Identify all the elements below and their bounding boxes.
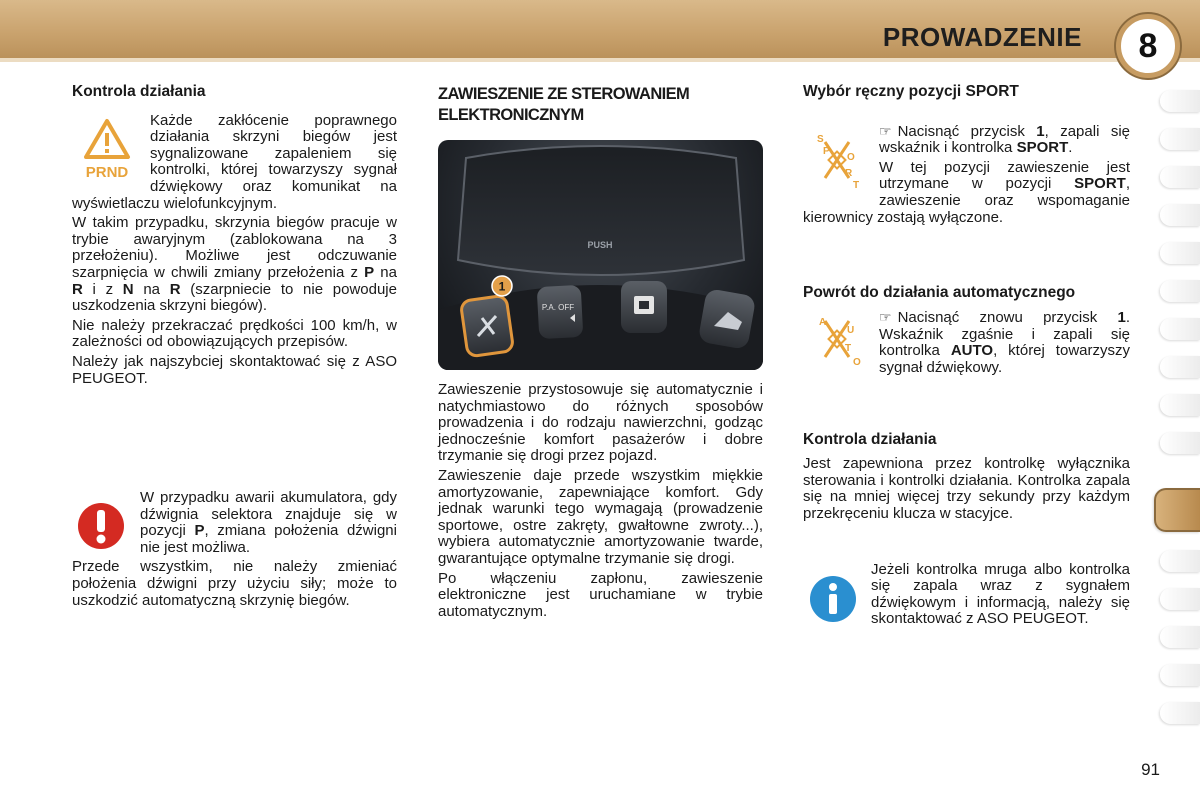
chapter-tab[interactable] bbox=[1160, 432, 1200, 454]
chapter-tab[interactable] bbox=[1160, 204, 1200, 226]
svg-text:O: O bbox=[847, 151, 855, 163]
column-middle bbox=[438, 84, 763, 623]
chapter-tab[interactable] bbox=[1160, 626, 1200, 648]
svg-text:A: A bbox=[819, 317, 827, 329]
prnd-label: PRND bbox=[85, 163, 129, 181]
svg-text:T: T bbox=[853, 179, 860, 191]
button-number-badge: 1 bbox=[498, 279, 506, 294]
chapter-tab[interactable] bbox=[1160, 550, 1200, 572]
chapter-tab[interactable] bbox=[1160, 356, 1200, 378]
paragraph: W tej pozycji zawieszenie jest utrzymane w pozycji SPORT, zawieszenie oraz wspomaganie kierownicy zostają wyłączone. bbox=[803, 158, 1130, 226]
header-divider bbox=[0, 58, 1200, 62]
paragraph: Przede wszystkim, nie należy zmieniać położenia dźwigni przy użyciu siły; może to uszkodzić automatyczną skrzynię biegów. bbox=[72, 558, 397, 609]
column-right bbox=[803, 84, 1130, 632]
chapter-tab[interactable] bbox=[1160, 242, 1200, 264]
alert-paragraph: W przypadku awarii akumulatora, gdy dźwignia selektora znajduje się w pozycji P, zmiana położenia dźwigni nie jest możliwa. bbox=[140, 489, 397, 556]
auto-mode-icon bbox=[803, 309, 871, 373]
paragraph: Zawieszenie daje przede wszystkim miękkie amortyzowanie, zapewniające komfort. Gdy jednak warunki tego wymagają (prowadzenie sportowe, ostre zakręty, gwałtowne zwroty...), wybiera automatycznie amortyzowanie twarde, gwarantujące optymalne trzymanie się drogi. bbox=[438, 466, 763, 567]
column-left bbox=[72, 84, 397, 612]
chapter-tab[interactable] bbox=[1160, 664, 1200, 686]
pointing-hand-icon: ☞ bbox=[879, 309, 892, 326]
info-icon bbox=[803, 566, 863, 632]
heading-kontrola: Kontrola działania bbox=[72, 83, 206, 100]
chapter-tab[interactable] bbox=[1160, 128, 1200, 150]
chapter-tab[interactable] bbox=[1160, 318, 1200, 340]
heading-kontrola-2: Kontrola działania bbox=[803, 430, 937, 448]
pointing-hand-icon: ☞ bbox=[879, 122, 892, 139]
paragraph: Po włączeniu zapłonu, zawieszenie elektroniczne jest uruchamiane w trybie automatycznym. bbox=[438, 569, 763, 620]
chapter-tab[interactable] bbox=[1160, 166, 1200, 188]
page-number: 91 bbox=[1141, 760, 1160, 779]
chapter-tab[interactable] bbox=[1160, 280, 1200, 302]
svg-text:R: R bbox=[845, 167, 853, 179]
chapter-tabs bbox=[1156, 90, 1200, 730]
heading-sport: Wybór ręczny pozycji SPORT bbox=[803, 83, 1019, 100]
heading-auto: Powrót do działania automatycznego bbox=[803, 284, 1076, 302]
info-paragraph: Jeżeli kontrolka mruga albo kontrolka się zapala wraz z sygnałem dźwiękowym i informacją, należy się skontaktować z ASO PEUGEOT. bbox=[871, 560, 1130, 628]
chapter-number: 8 bbox=[1138, 26, 1158, 65]
alert-icon bbox=[72, 494, 130, 558]
auto-instruction: ☞ Nacisnąć znowu przycisk 1. Wskaźnik zgaśnie i zapali się kontrolka AUTO, której towarzyszy sygnał dźwiękowy. bbox=[879, 309, 1130, 376]
paragraph: W takim przypadku, skrzynia biegów pracuje w trybie awaryjnym (zablokowana na 3 przełożeniu). Możliwe jest odczuwanie szarpnięcia w chwili zmiany przełożenia z P na R i z N na R (szarpniecie to nie powoduje uszkodzenia skrzyni biegów). bbox=[72, 214, 397, 315]
chapter-tab[interactable] bbox=[1160, 588, 1200, 610]
chapter-tab[interactable] bbox=[1160, 90, 1200, 112]
paragraph: Nie należy przekraczać prędkości 100 km/h, w zależności od obowiązujących przepisów. bbox=[72, 316, 397, 351]
section-title: PROWADZENIE bbox=[882, 22, 1082, 52]
suspension-control-photo bbox=[438, 140, 763, 370]
sport-instruction: ☞ Nacisnąć przycisk 1, zapali się wskaźnik i kontrolka SPORT. bbox=[879, 122, 1131, 157]
chapter-tab[interactable] bbox=[1160, 702, 1200, 724]
chapter-tab-active[interactable] bbox=[1154, 488, 1200, 532]
chapter-number-badge bbox=[1116, 14, 1180, 78]
svg-text:P: P bbox=[823, 145, 830, 157]
svg-text:U: U bbox=[847, 325, 855, 337]
paragraph: Zawieszenie przystosowuje się automatycznie i natychmiastowo do różnych sposobów prowadzenia i do rodzaju nawierzchni, godząc jednocześnie komfort pasażerów i dobre trzymanie się drogi przez pojazd. bbox=[438, 381, 763, 465]
gearbox-warning-icon bbox=[74, 115, 140, 185]
button-label: P.A. OFF bbox=[541, 303, 575, 312]
svg-text:O: O bbox=[853, 357, 861, 369]
paragraph: Należy jak najszybciej skontaktować się z ASO PEUGEOT. bbox=[72, 352, 397, 387]
paragraph: Jest zapewniona przez kontrolkę wyłącznika sterowania i kontrolki działania. Kontrolka zapala się na mniej więcej trzy sekundy przy każdym przekręceniu klucza w stacyjce. bbox=[803, 455, 1130, 522]
sport-mode-icon bbox=[803, 123, 871, 197]
heading-zawieszenie: ZAWIESZENIE ZE STEROWANIEM ELEKTRONICZNYM bbox=[438, 85, 690, 124]
chapter-tab[interactable] bbox=[1160, 394, 1200, 416]
svg-text:S: S bbox=[817, 133, 824, 145]
paragraph: Każde zakłócenie poprawnego działania skrzyni biegów jest sygnalizowane zapaleniem się kontrolki, której towarzyszy sygnał dźwiękowy oraz komunikat na wyświetlaczu wielofunkcyjnym. bbox=[72, 111, 397, 212]
svg-text:T: T bbox=[845, 343, 852, 355]
display-label: PUSH bbox=[587, 240, 613, 250]
